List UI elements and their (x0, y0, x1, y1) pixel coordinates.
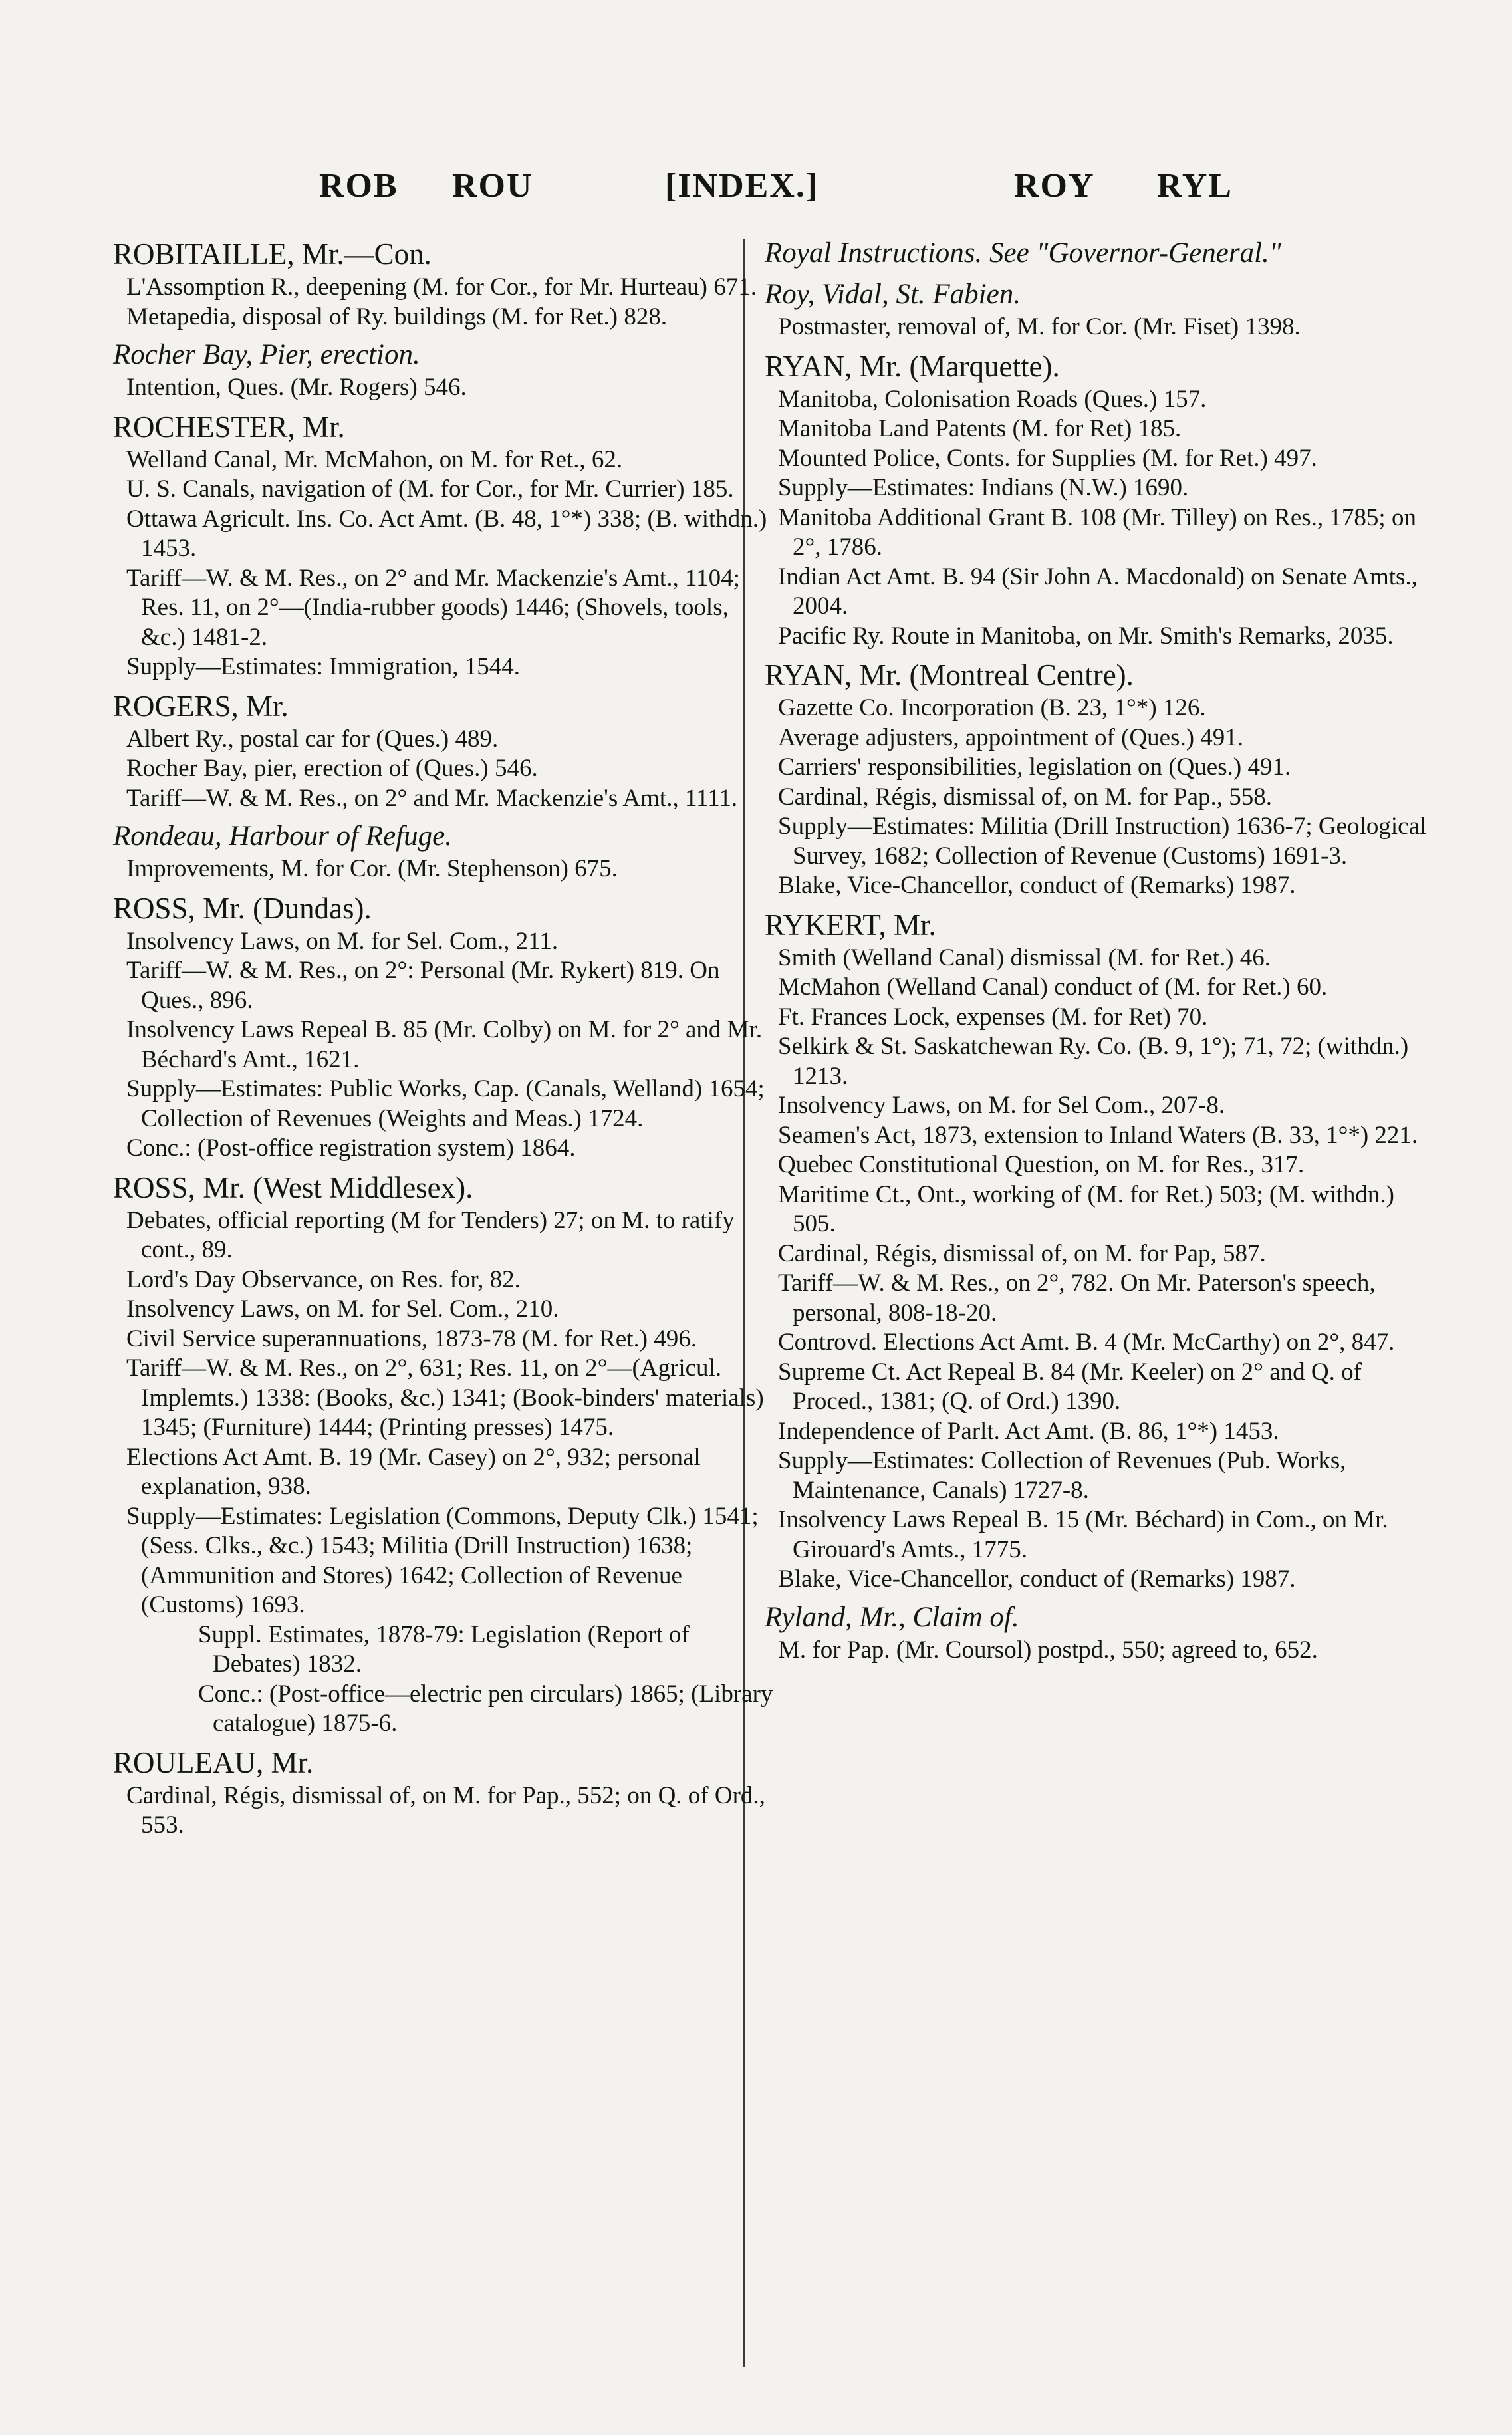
entry-name-heading: ROBITAILLE, Mr.—Con. (113, 237, 432, 271)
entry-line: Ottawa Agricult. Ins. Co. Act Amt. (B. 48, 1°*) 338; (B. withdn.) 1453. (126, 505, 767, 562)
header-right-first: ROY (1014, 167, 1095, 205)
entry-subline: Suppl. Estimates, 1878-79: Legislation (Report of Debates) 1832. (198, 1620, 690, 1678)
entry-line: Maritime Ct., Ont., working of (M. for Ret.) 503; (M. withdn.) 505. (778, 1180, 1394, 1237)
entry-subject-heading: Rocher Bay, Pier, erection. (113, 339, 420, 370)
entry-line: Mounted Police, Conts. for Supplies (M. for Ret.) 497. (778, 444, 1317, 472)
entry-subline: Conc.: (Post-office—electric pen circulars) 1865; (Library catalogue) 1875-6. (198, 1680, 773, 1737)
index-entry (113, 1169, 778, 1739)
index-entry (113, 890, 778, 1164)
entry-name-heading: ROSS, Mr. (Dundas). (113, 891, 372, 925)
entry-line: Intention, Ques. (Mr. Rogers) 546. (126, 374, 467, 401)
entry-line: Smith (Welland Canal) dismissal (M. for Ret.) 46. (778, 944, 1271, 971)
entry-line: Indian Act Amt. B. 94 (Sir John A. Macdonald) on Senate Amts., 2004. (778, 563, 1418, 620)
entry-line: Selkirk & St. Saskatchewan Ry. Co. (B. 9, 1°); 71, 72; (withdn.) 1213. (778, 1033, 1409, 1090)
entry-line: Tariff—W. & M. Res., on 2° and Mr. Mackenzie's Amt., 1111. (126, 784, 738, 812)
entry-line: Blake, Vice-Chancellor, conduct of (Remarks) 1987. (778, 872, 1296, 899)
entry-line: Independence of Parlt. Act Amt. (B. 86, 1°*) 1453. (778, 1417, 1279, 1445)
entry-line: Insolvency Laws, on M. for Sel. Com., 210. (126, 1295, 559, 1323)
index-entry (765, 906, 1430, 1595)
header-right-second: RYL (1157, 167, 1233, 205)
entry-line: Insolvency Laws Repeal B. 15 (Mr. Béchard) in Com., on Mr. Girouard's Amts., 1775. (778, 1506, 1388, 1563)
entry-line: Welland Canal, Mr. McMahon, on M. for Ret., 62. (126, 446, 623, 473)
entry-line: L'Assomption R., deepening (M. for Cor., for Mr. Hurteau) 671. (126, 273, 757, 301)
entry-subject-heading: Ryland, Mr., Claim of. (765, 1601, 1019, 1633)
entry-line: Manitoba Additional Grant B. 108 (Mr. Tilley) on Res., 1785; on 2°, 1786. (778, 503, 1416, 561)
index-entry (765, 348, 1430, 652)
entry-line: Debates, official reporting (M for Tenders) 27; on M. to ratify cont., 89. (126, 1206, 735, 1263)
entry-name-heading: RYAN, Mr. (Montreal Centre). (765, 658, 1134, 692)
entry-line: Gazette Co. Incorporation (B. 23, 1°*) 126. (778, 694, 1206, 721)
entry-line: McMahon (Welland Canal) conduct of (M. for Ret.) 60. (778, 973, 1328, 1001)
entry-line: Lord's Day Observance, on Res. for, 82. (126, 1265, 521, 1293)
entry-line: Improvements, M. for Cor. (Mr. Stephenson) 675. (126, 855, 618, 882)
index-entry (113, 337, 778, 403)
entry-line: Tariff—W. & M. Res., on 2°: Personal (Mr. Rykert) 819. On Ques., 896. (126, 957, 720, 1014)
index-entry (113, 688, 778, 814)
entry-line: Supply—Estimates: Public Works, Cap. (Canals, Welland) 1654; Collection of Revenues (Weights and Meas.) 1724. (126, 1075, 765, 1132)
header-center: [INDEX.] (665, 167, 819, 205)
entry-line: Carriers' responsibilities, legislation on (Ques.) 491. (778, 753, 1291, 781)
entry-name-heading: ROSS, Mr. (West Middlesex). (113, 1170, 473, 1204)
entry-name-heading: ROULEAU, Mr. (113, 1745, 314, 1779)
entry-line: Metapedia, disposal of Ry. buildings (M. for Ret.) 828. (126, 303, 668, 330)
running-header (0, 166, 1512, 226)
index-entry (113, 1744, 778, 1841)
entry-line: Civil Service superannuations, 1873-78 (M. for Ret.) 496. (126, 1325, 697, 1352)
entry-line: Quebec Constitutional Question, on M. for Res., 317. (778, 1151, 1305, 1178)
index-entry (113, 408, 778, 682)
header-left-second: ROU (452, 167, 533, 205)
entry-line: Supreme Ct. Act Repeal B. 84 (Mr. Keeler) on 2° and Q. of Proced., 1381; (Q. of Ord.) 1390. (778, 1358, 1362, 1415)
entry-name-heading: ROCHESTER, Mr. (113, 410, 345, 444)
entry-line: Cardinal, Régis, dismissal of, on M. for Pap, 587. (778, 1239, 1266, 1267)
entry-line: Conc.: (Post-office registration system) 1864. (126, 1134, 576, 1162)
entry-name-heading: ROGERS, Mr. (113, 689, 289, 723)
index-entry (113, 819, 778, 884)
entry-line: Manitoba, Colonisation Roads (Ques.) 157. (778, 385, 1207, 413)
entry-line: Manitoba Land Patents (M. for Ret) 185. (778, 415, 1182, 442)
entry-name-heading: RYKERT, Mr. (765, 908, 936, 942)
header-left-first: ROB (319, 167, 398, 205)
index-entry (765, 277, 1430, 342)
entry-line: Supply—Estimates: Immigration, 1544. (126, 653, 520, 680)
entry-line: Ft. Frances Lock, expenses (M. for Ret) 70. (778, 1003, 1208, 1031)
entry-subject-heading: Rondeau, Harbour of Refuge. (113, 821, 452, 852)
entry-line: U. S. Canals, navigation of (M. for Cor., for Mr. Currier) 185. (126, 475, 734, 503)
left-column (113, 233, 778, 1846)
entry-line: Tariff—W. & M. Res., on 2°, 782. On Mr. Paterson's speech, personal, 808-18-20. (778, 1269, 1376, 1327)
entry-line: Supply—Estimates: Indians (N.W.) 1690. (778, 474, 1189, 501)
index-entry (765, 1600, 1430, 1666)
entry-line: Supply—Estimates: Collection of Revenues (Pub. Works, Maintenance, Canals) 1727-8. (778, 1447, 1346, 1504)
entry-line: Blake, Vice-Chancellor, conduct of (Remarks) 1987. (778, 1565, 1296, 1593)
entry-line: M. for Pap. (Mr. Coursol) postpd., 550; agreed to, 652. (778, 1636, 1318, 1664)
entry-line: Tariff—W. & M. Res., on 2° and Mr. Mackenzie's Amt., 1104; Res. 11, on 2°—(India-rubber goods) 1446; (Shovels, tools, &c.) 1481-2. (126, 564, 740, 651)
entry-line: Tariff—W. & M. Res., on 2°, 631; Res. 11, on 2°—(Agricul. Implemts.) 1338: (Books, &c.) 1341; (Book-binders' materials) 1345; (Furniture) 1444; (Printing presses) 1475. (126, 1354, 764, 1441)
entry-line: Supply—Estimates: Legislation (Commons, Deputy Clk.) 1541; (Sess. Clks., &c.) 1543; Militia (Drill Instruction) 1638; (Ammunition and Stores) 1642; Collection of Revenue (Customs) 1693. (126, 1502, 759, 1618)
entry-line: Insolvency Laws Repeal B. 85 (Mr. Colby) on M. for 2° and Mr. Béchard's Amt., 1621. (126, 1016, 763, 1073)
entry-line: Postmaster, removal of, M. for Cor. (Mr. Fiset) 1398. (778, 313, 1301, 340)
entry-line: Cardinal, Régis, dismissal of, on M. for Pap., 552; on Q. of Ord., 553. (126, 1781, 765, 1839)
index-entry (765, 656, 1430, 901)
entry-line: Insolvency Laws, on M. for Sel. Com., 211. (126, 927, 559, 955)
entry-line: Elections Act Amt. B. 19 (Mr. Casey) on 2°, 932; personal explanation, 938. (126, 1443, 701, 1500)
index-entry (765, 235, 1430, 271)
entry-line: Pacific Ry. Route in Manitoba, on Mr. Smith's Remarks, 2035. (778, 622, 1394, 650)
entry-line: Average adjusters, appointment of (Ques.) 491. (778, 723, 1244, 751)
entry-line: Cardinal, Régis, dismissal of, on M. for Pap., 558. (778, 783, 1273, 811)
entry-subject-heading: Royal Instructions. See "Governor-General." (765, 237, 1281, 269)
entry-line: Insolvency Laws, on M. for Sel Com., 207-8. (778, 1092, 1225, 1119)
entry-line: Seamen's Act, 1873, extension to Inland Waters (B. 33, 1°*) 221. (778, 1121, 1418, 1149)
index-entry (113, 235, 778, 332)
right-column (765, 233, 1430, 1670)
entry-line: Rocher Bay, pier, erection of (Ques.) 546. (126, 755, 538, 782)
entry-line: Albert Ry., postal car for (Ques.) 489. (126, 725, 499, 753)
entry-line: Supply—Estimates: Militia (Drill Instruction) 1636-7; Geological Survey, 1682; Collection of Revenue (Customs) 1691-3. (778, 813, 1427, 870)
entry-line: Controvd. Elections Act Amt. B. 4 (Mr. McCarthy) on 2°, 847. (778, 1329, 1395, 1356)
entry-subject-heading: Roy, Vidal, St. Fabien. (765, 279, 1021, 310)
entry-name-heading: RYAN, Mr. (Marquette). (765, 349, 1060, 383)
